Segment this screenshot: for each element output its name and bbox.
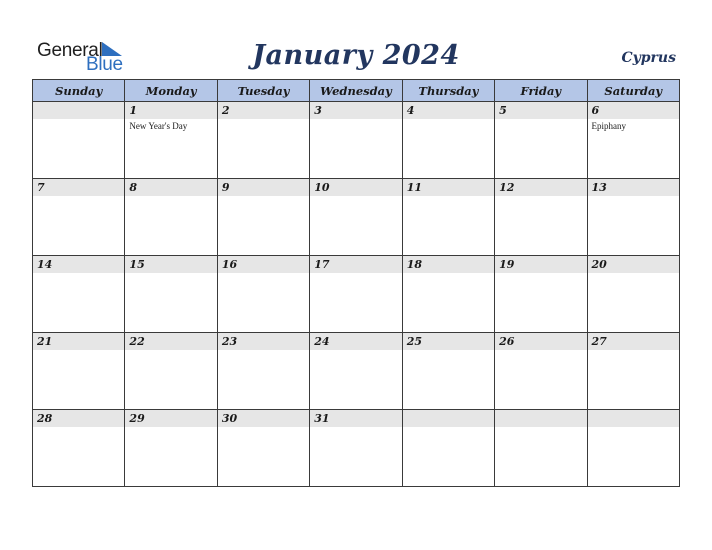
day-number: 29	[125, 410, 216, 427]
day-number: 5	[495, 102, 586, 119]
day-number: 21	[33, 333, 124, 350]
logo-text-general: General	[37, 40, 103, 61]
day-cell	[587, 410, 679, 487]
holiday-label	[33, 427, 124, 429]
day-cell	[402, 410, 494, 487]
holiday-label	[495, 273, 586, 275]
day-number	[495, 410, 586, 427]
holiday-label	[495, 119, 586, 121]
day-number: 4	[403, 102, 494, 119]
day-cell	[33, 410, 125, 487]
day-cell	[217, 410, 309, 487]
holiday-label	[403, 273, 494, 275]
day-cell	[402, 179, 494, 256]
weekday-header: Sunday	[33, 80, 125, 102]
day-number	[33, 102, 124, 119]
day-cell	[310, 410, 402, 487]
day-number: 17	[310, 256, 401, 273]
holiday-label	[495, 427, 586, 429]
holiday-label	[403, 350, 494, 352]
day-cell	[125, 179, 217, 256]
day-number: 18	[403, 256, 494, 273]
holiday-label	[310, 350, 401, 352]
day-number: 12	[495, 179, 586, 196]
day-cell	[33, 102, 125, 179]
day-cell	[495, 102, 587, 179]
day-cell	[125, 256, 217, 333]
holiday-label	[125, 196, 216, 198]
day-cell	[495, 179, 587, 256]
calendar-title: January 2024	[252, 40, 460, 71]
day-number: 13	[588, 179, 679, 196]
holiday-label	[310, 119, 401, 121]
holiday-label	[218, 119, 309, 121]
day-cell	[402, 256, 494, 333]
holiday-label: New Year's Day	[129, 121, 188, 131]
day-cell	[587, 179, 679, 256]
day-number: 7	[33, 179, 124, 196]
day-cell	[402, 333, 494, 410]
holiday-label	[125, 427, 216, 429]
day-number: 22	[125, 333, 216, 350]
weekday-header: Thursday	[402, 80, 494, 102]
holiday-label	[125, 273, 216, 275]
day-number: 27	[588, 333, 679, 350]
holiday-label	[218, 427, 309, 429]
day-cell	[33, 179, 125, 256]
holiday-label	[403, 196, 494, 198]
week-row	[33, 333, 680, 410]
day-number: 8	[125, 179, 216, 196]
day-cell	[125, 102, 217, 179]
day-cell	[217, 179, 309, 256]
day-number: 11	[403, 179, 494, 196]
day-cell	[310, 333, 402, 410]
holiday-label	[33, 196, 124, 198]
holiday-label: Epiphany	[591, 121, 627, 131]
weekday-header: Wednesday	[310, 80, 402, 102]
holiday-label	[588, 350, 679, 352]
day-number: 30	[218, 410, 309, 427]
day-number: 14	[33, 256, 124, 273]
calendar-grid	[32, 79, 680, 487]
day-cell	[310, 102, 402, 179]
day-number: 31	[310, 410, 401, 427]
weekday-header: Friday	[495, 80, 587, 102]
holiday-label	[218, 196, 309, 198]
holiday-label	[310, 427, 401, 429]
day-number: 6	[588, 102, 679, 119]
day-number: 24	[310, 333, 401, 350]
day-number: 1	[125, 102, 216, 119]
day-number	[588, 410, 679, 427]
day-number: 19	[495, 256, 586, 273]
holiday-label	[403, 427, 494, 429]
day-number: 20	[588, 256, 679, 273]
day-cell	[495, 256, 587, 333]
weekday-header: Saturday	[587, 80, 679, 102]
holiday-label	[218, 273, 309, 275]
day-cell	[310, 256, 402, 333]
day-cell	[217, 256, 309, 333]
day-number: 2	[218, 102, 309, 119]
holiday-label	[588, 427, 679, 429]
day-number: 16	[218, 256, 309, 273]
day-number	[403, 410, 494, 427]
holiday-label	[33, 119, 124, 121]
day-number: 23	[218, 333, 309, 350]
week-row	[33, 102, 680, 179]
day-number: 10	[310, 179, 401, 196]
day-cell	[217, 333, 309, 410]
weekday-header-row	[33, 80, 680, 102]
day-cell	[33, 256, 125, 333]
holiday-label	[403, 119, 494, 121]
holiday-label	[33, 350, 124, 352]
day-number: 25	[403, 333, 494, 350]
day-cell	[33, 333, 125, 410]
holiday-label	[495, 350, 586, 352]
holiday-label	[588, 196, 679, 198]
day-cell	[125, 410, 217, 487]
day-number: 26	[495, 333, 586, 350]
day-cell	[402, 102, 494, 179]
day-cell	[587, 256, 679, 333]
day-number: 9	[218, 179, 309, 196]
day-cell	[495, 333, 587, 410]
week-row	[33, 179, 680, 256]
logo-text-blue: Blue	[86, 54, 123, 75]
holiday-label	[125, 350, 216, 352]
holiday-label	[33, 273, 124, 275]
holiday-label	[218, 350, 309, 352]
day-cell	[587, 333, 679, 410]
day-number: 3	[310, 102, 401, 119]
weekday-header: Monday	[125, 80, 217, 102]
weekday-header: Tuesday	[217, 80, 309, 102]
day-cell	[495, 410, 587, 487]
holiday-label	[495, 196, 586, 198]
holiday-label	[588, 273, 679, 275]
day-number: 15	[125, 256, 216, 273]
holiday-label	[310, 196, 401, 198]
day-number: 28	[33, 410, 124, 427]
day-cell	[587, 102, 679, 179]
holiday-label	[310, 273, 401, 275]
day-cell	[217, 102, 309, 179]
day-cell	[125, 333, 217, 410]
week-row	[33, 410, 680, 487]
country-label: Cyprus	[621, 50, 676, 66]
day-cell	[310, 179, 402, 256]
week-row	[33, 256, 680, 333]
